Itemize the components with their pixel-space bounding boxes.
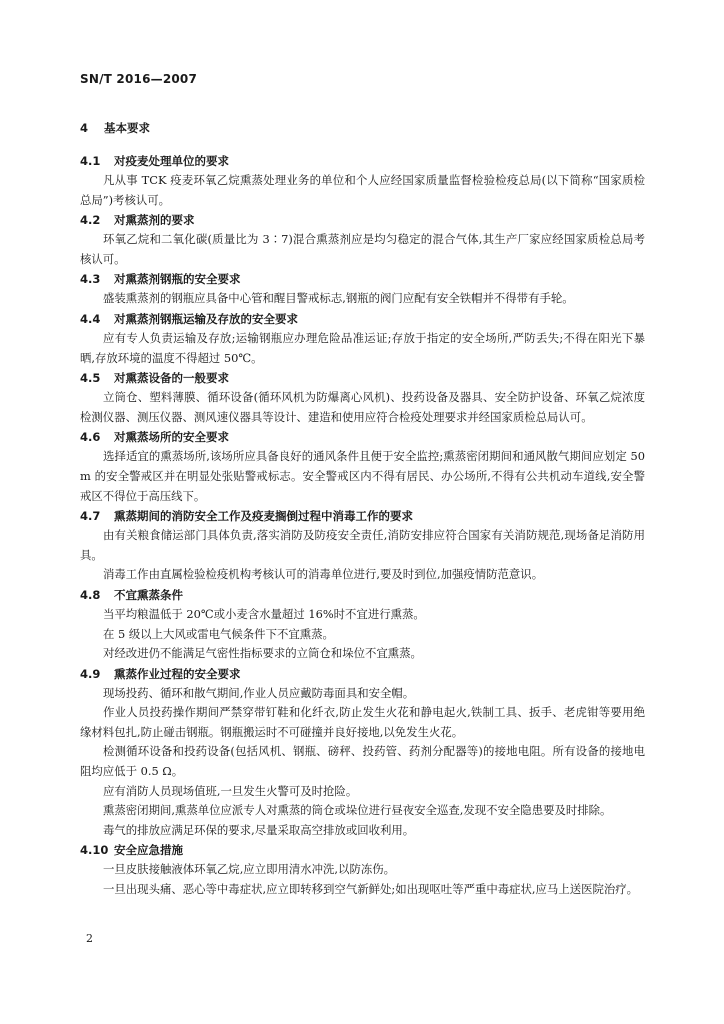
paragraph: 消毒工作由直属检验检疫机构考核认可的消毒单位进行,要及时到位,加强疫情防范意识。 [103, 567, 544, 582]
section-number: 4.4 [80, 311, 101, 326]
section [80, 427, 645, 506]
section-number: 4.7 [80, 509, 101, 524]
chapter-title: 基本要求 [104, 121, 150, 135]
sections-container [80, 151, 645, 900]
paragraph: 应有消防人员现场值班,一旦发生火警可及时抢险。 [103, 783, 358, 798]
paragraph: 一旦出现头痛、恶心等中毒症状,应立即转移到空气新鲜处;如出现呕吐等严重中毒症状,应马上送医院治疗。 [103, 882, 639, 897]
section-number: 4.8 [80, 587, 101, 602]
paragraph: 毒气的排放应满足环保的要求,尽量采取高空排放或回收利用。 [103, 822, 415, 837]
section [80, 506, 645, 585]
section [80, 151, 645, 210]
section [80, 840, 645, 899]
section [80, 309, 645, 368]
paragraph: 现场投药、循环和散气期间,作业人员应戴防毒面具和安全帽。 [103, 685, 415, 700]
section-number: 4.9 [80, 666, 101, 681]
section [80, 210, 645, 269]
section-heading [80, 840, 645, 860]
section-title: 熏蒸作业过程的安全要求 [114, 666, 241, 681]
section-number: 4.1 [80, 154, 101, 168]
section [80, 585, 645, 664]
section-heading [80, 585, 645, 605]
section-title: 对熏蒸剂的要求 [114, 213, 195, 228]
section-title: 对熏蒸剂钢瓶的安全要求 [114, 272, 241, 287]
section-title: 对熏蒸场所的安全要求 [114, 430, 229, 445]
section-number: 4.10 [80, 843, 109, 858]
paragraph: 选择适宜的熏蒸场所,该场所应具备良好的通风条件且便于安全监控;熏蒸密闭期间和通风散气期间应划定 50 m 的安全警戒区并在明显处张贴警戒标志。安全警戒区内不得有居民、办公场所,不得有公共机动车道线,安全警戒区不得位于高压线下。 [80, 449, 645, 503]
section-title: 对熏蒸设备的一般要求 [114, 371, 229, 386]
paragraph: 作业人员投药操作期间严禁穿带钉鞋和化纤衣,防止发生火花和静电起火,铁制工具、扳手、老虎钳等要用绝缘材料包扎,防止碰击钢瓶。钢瓶搬运时不可碰撞并良好接地,以免发生火花。 [80, 705, 645, 739]
chapter-number: 4 [80, 121, 89, 135]
section-number: 4.2 [80, 213, 101, 228]
page-number: 2 [86, 932, 93, 945]
paragraph: 立筒仓、塑料薄膜、循环设备(循环风机为防爆离心风机)、投药设备及器具、安全防护设备、环氧乙烷浓度检测仪器、测压仪器、测风速仪器具等设计、建造和使用应符合检疫处理要求并经国家质检总局认可。 [80, 390, 645, 424]
section-heading [80, 664, 645, 684]
paragraph: 应有专人负责运输及存放;运输钢瓶应办理危险品准运证;存放于指定的安全场所,严防丢失;不得在阳光下暴晒,存放环境的温度不得超过 50℃。 [80, 330, 645, 365]
paragraph: 对经改进仍不能满足气密性指标要求的立筒仓和垛位不宜熏蒸。 [103, 646, 422, 661]
section-number: 4.3 [80, 272, 101, 287]
paragraph: 环氧乙烷和二氧化碳(质量比为 3∶7)混合熏蒸剂应是均匀稳定的混合气体,其生产厂家应经国家质检总局考核认可。 [80, 232, 645, 266]
section [80, 269, 645, 309]
section [80, 368, 645, 427]
section-heading [80, 506, 645, 526]
paragraph: 盛装熏蒸剂的钢瓶应具备中心管和醒目警戒标志,钢瓶的阀门应配有安全铁帽并不得带有手轮。 [103, 291, 574, 306]
section-number: 4.6 [80, 430, 101, 445]
paragraph: 一旦皮肤接触液体环氧乙烷,应立即用清水冲洗,以防冻伤。 [103, 862, 396, 877]
paragraph: 当平均粮温低于 20℃或小麦含水量超过 16%时不宜进行熏蒸。 [103, 606, 425, 621]
section-heading [80, 368, 645, 388]
section-heading [80, 427, 645, 447]
section-number: 4.5 [80, 371, 101, 386]
chapter-heading [80, 118, 645, 139]
section-heading [80, 210, 645, 230]
document-code: SN/T 2016—2007 [80, 72, 198, 86]
section-title: 对疫麦处理单位的要求 [114, 154, 229, 168]
section [80, 664, 645, 841]
section-title: 熏蒸期间的消防安全工作及疫麦搁倒过程中消毒工作的要求 [114, 509, 413, 524]
paragraph: 由有关粮食储运部门具体负责,落实消防及防疫安全责任,消防安排应符合国家有关消防规范,现场备足消防用具。 [80, 528, 645, 562]
section-title: 不宜熏蒸条件 [114, 587, 183, 602]
paragraph: 熏蒸密闭期间,熏蒸单位应派专人对熏蒸的筒仓或垛位进行昼夜安全巡查,发现不安全隐患要及时排除。 [103, 803, 612, 818]
paragraph: 在 5 级以上大风或雷电气候条件下不宜熏蒸。 [103, 626, 334, 641]
section-heading [80, 269, 645, 289]
section-heading [80, 309, 645, 329]
paragraph: 凡从事 TCK 疫麦环氧乙烷熏蒸处理业务的单位和个人应经国家质量监督检验检疫总局(以下简称“国家质检总局”)考核认可。 [80, 173, 645, 207]
page-body [80, 118, 645, 900]
section-title: 对熏蒸剂钢瓶运输及存放的安全要求 [114, 311, 298, 326]
paragraph: 检测循环设备和投药设备(包括风机、钢瓶、磅秤、投药管、药剂分配器等)的接地电阻。所有设备的接地电阻均应低于 0.5 Ω。 [80, 744, 645, 779]
section-heading [80, 151, 645, 171]
section-title: 安全应急措施 [114, 843, 183, 858]
